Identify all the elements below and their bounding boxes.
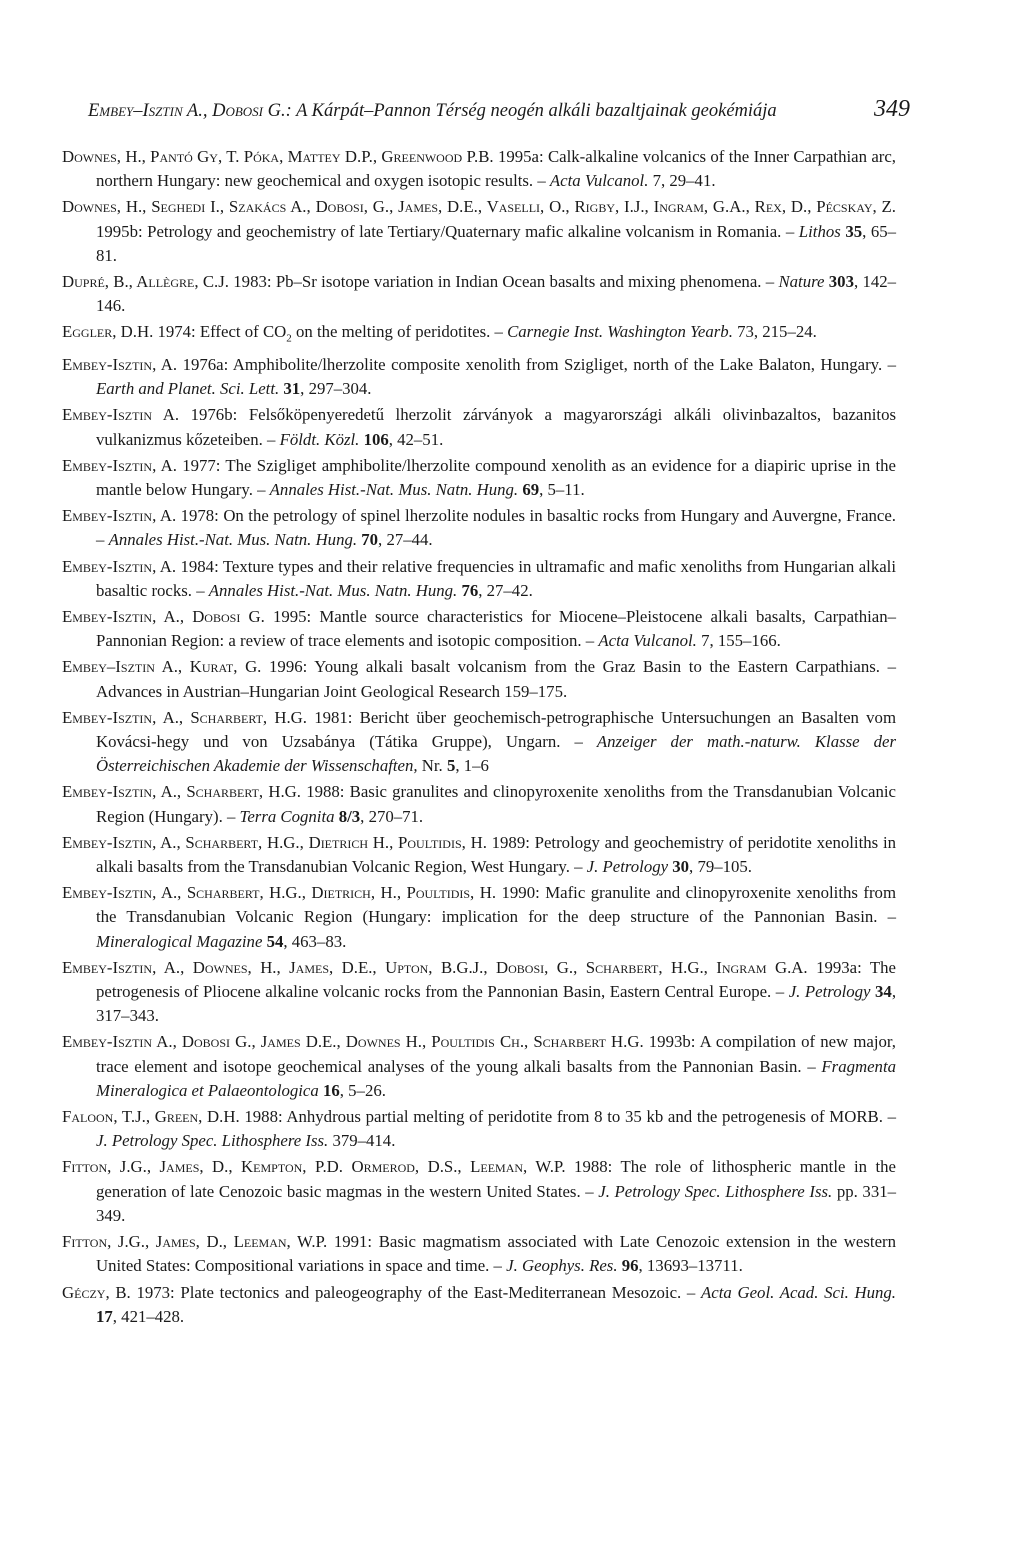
- reference-authors: Fitton, J.G., James, D., Leeman, W.P.: [62, 1232, 328, 1252]
- reference-journal: Acta Geol. Acad. Sci. Hung.: [701, 1282, 897, 1302]
- reference-pages: 379–414.: [332, 1131, 396, 1151]
- reference-pages: , 65–81.: [96, 221, 896, 265]
- reference-pages: , 421–428.: [112, 1306, 185, 1326]
- reference-subscript: 2: [286, 332, 292, 345]
- reference-pages: , 142–146.: [96, 272, 897, 316]
- reference-volume: 5: [446, 756, 456, 776]
- reference-entry: [62, 145, 896, 193]
- reference-authors: Embey-Isztin, A.: [62, 506, 177, 526]
- reference-text: 1978: On the petrology of spinel lherzolite nodules in basaltic rocks from Hungary and Auvergne, France. –: [96, 506, 897, 550]
- reference-authors: Embey-Isztin, A., Scharbert, H.G., Dietrich H., Poultidis, H.: [62, 832, 487, 852]
- reference-authors: Embey-Isztin, A., Scharbert, H.G., Dietrich, H., Poultidis, H.: [62, 883, 497, 903]
- reference-entry: [62, 706, 896, 779]
- reference-entry: [62, 195, 896, 268]
- reference-authors: Embey-Isztin A.: [62, 405, 180, 425]
- reference-pages: , 297–304.: [300, 379, 372, 399]
- running-title-text: A Kárpát–Pannon Térség neogén alkáli bazaltjainak geokémiája: [296, 101, 777, 121]
- reference-pages: , 1–6: [455, 756, 489, 776]
- reference-authors: Downes, H., Seghedi I., Szakács A., Dobosi, G., James, D.E., Vaselli, O., Rigby, I.J., Ingram, G.A., Rex, D., Pécskay, Z.: [62, 197, 896, 217]
- reference-text: 1993b: A compilation of new major, trace element and isotope geochemical analyses of the young alkali basalts from the Pannonian Basin. –: [96, 1032, 896, 1076]
- reference-authors: Eggler, D.H.: [62, 322, 154, 342]
- reference-authors: Embey-Isztin, A., Scharbert, H.G.: [62, 782, 301, 802]
- reference-authors: Embey-Isztin, A., Downes, H., James, D.E., Upton, B.G.J., Dobosi, G., Scharbert, H.G., Ingram G.A.: [62, 957, 808, 977]
- reference-text: 1976b: Felsőköpenyeredetű lherzolit zárványok a magyarországi alkáli olivinbazaltos, bazanitos vulkanizmus kőzeteiben. –: [96, 405, 896, 449]
- reference-pages: , 42–51.: [388, 429, 444, 449]
- reference-journal: J. Petrology: [586, 857, 669, 877]
- reference-pages: , 13693–13711.: [638, 1256, 743, 1276]
- reference-volume: 16: [322, 1080, 340, 1100]
- reference-text: 1974: Effect of CO: [153, 322, 287, 342]
- reference-volume: 30: [672, 857, 690, 877]
- reference-volume: 34: [875, 982, 892, 1002]
- reference-entry: [62, 270, 896, 318]
- reference-journal: Földt. Közl.: [279, 429, 360, 449]
- reference-authors: Fitton, J.G., James, D., Kempton, P.D. Ormerod, D.S., Leeman, W.P.: [62, 1157, 566, 1177]
- reference-journal: Acta Vulcanol.: [549, 171, 649, 191]
- reference-journal: Earth and Planet. Sci. Lett.: [96, 379, 280, 399]
- reference-journal: Mineralogical Magazine: [96, 931, 263, 951]
- reference-authors: Embey-Isztin, A.: [62, 354, 178, 374]
- reference-entry: [62, 956, 896, 1029]
- running-header: [88, 96, 910, 136]
- page-number: 349: [874, 96, 910, 122]
- reference-journal: J. Geophys. Res.: [506, 1256, 618, 1276]
- reference-text: 1984: Texture types and their relative frequencies in ultramafic and mafic xenoliths from Hungarian alkali basaltic rocks. –: [96, 556, 896, 600]
- reference-volume: 303: [828, 272, 854, 292]
- reference-text: 1988: Anhydrous partial melting of peridotite from 8 to 35 kb and the petrogenesis of MORB. –: [239, 1107, 896, 1127]
- reference-authors: Embey-Isztin, A.: [62, 556, 177, 576]
- reference-volume: 69: [522, 480, 540, 499]
- reference-volume: 35: [845, 221, 863, 241]
- reference-pages: , 79–105.: [689, 857, 752, 877]
- reference-entry: [62, 655, 896, 703]
- reference-text: 1981: Bericht über geochemisch-petrographische Untersuchungen an Basalten vom Kovácsi-hegy und von Uzsabánya (Tátika Gruppe), Ungarn. –: [96, 707, 896, 752]
- reference-volume: 8/3: [338, 806, 361, 826]
- reference-text: 1989: Petrology and geochemistry of peridotite xenoliths in alkali basalts from the Transdanubian Volcanic Region, West Hungary. –: [96, 832, 896, 877]
- reference-pages: , 270–71.: [360, 806, 424, 826]
- reference-entry: [62, 320, 896, 351]
- reference-pages: , 317–343.: [96, 982, 897, 1026]
- reference-journal: J. Petrology: [788, 982, 871, 1002]
- reference-entry: [62, 1155, 896, 1228]
- reference-journal: Lithos: [798, 221, 841, 241]
- reference-pages: 7, 155–166.: [701, 631, 781, 651]
- reference-authors: Downes, H., Pantó Gy, T. Póka, Mattey D.P., Greenwood P.B.: [62, 147, 494, 166]
- reference-volume: 54: [266, 931, 284, 951]
- reference-journal: J. Petrology Spec. Lithosphere Iss.: [96, 1131, 329, 1151]
- reference-entry: [62, 555, 896, 603]
- reference-authors: Géczy, B.: [62, 1282, 131, 1302]
- reference-journal: Annales Hist.-Nat. Mus. Natn. Hung.: [269, 480, 519, 499]
- reference-authors: Dupré, B., Allègre, C.J.: [62, 272, 229, 292]
- reference-text: 1995b: Petrology and geochemistry of late Tertiary/Quaternary mafic alkaline volcanism in Romania. –: [96, 221, 799, 241]
- reference-journal: J. Petrology Spec. Lithosphere Iss.: [598, 1181, 833, 1201]
- reference-journal: Fragmenta Mineralogica et Palaeontologica: [96, 1056, 896, 1100]
- reference-pages: pp. 331–349.: [96, 1181, 896, 1225]
- reference-entry: [62, 454, 896, 502]
- reference-entry: [62, 353, 896, 401]
- reference-pages: , 463–83.: [283, 931, 347, 951]
- reference-volume: 17: [96, 1306, 113, 1326]
- reference-pages: 73, 215–24.: [737, 322, 817, 342]
- reference-entry: [62, 1030, 896, 1103]
- reference-authors: Faloon, T.J., Green, D.H.: [62, 1107, 240, 1127]
- reference-journal: Annales Hist.-Nat. Mus. Natn. Hung.: [108, 530, 358, 550]
- reference-journal: Carnegie Inst. Washington Yearb.: [507, 322, 733, 342]
- reference-authors: Embey-Isztin, A., Scharbert, H.G.: [62, 707, 307, 727]
- reference-text: 1995: Mantle source characteristics for Miocene–Pleistocene alkali basalts, Carpathian–Pannonian Region: a review of trace elements and isotopic composition. –: [96, 607, 896, 651]
- reference-pages: , 27–42.: [478, 580, 533, 600]
- running-title: [88, 101, 777, 122]
- reference-entry: [62, 504, 896, 552]
- reference-journal: Nature: [778, 272, 825, 292]
- reference-journal: Anzeiger der math.-naturw. Klasse der Österreichischen Akademie der Wissenschaften,: [96, 732, 896, 776]
- reference-pages: , 27–44.: [378, 530, 433, 550]
- reference-journal: Acta Vulcanol.: [598, 631, 697, 651]
- reference-entry: [62, 881, 896, 954]
- reference-text: 1990: Mafic granulite and clinopyroxenite xenoliths from the Transdanubian Volcanic Region (Hungary: implication for the deep structure of the Pannonian Basin. –: [96, 883, 896, 927]
- reference-text: 1973: Plate tectonics and paleogeography of the East-Mediterranean Mesozoic. –: [130, 1282, 702, 1302]
- reference-entry: [62, 780, 896, 828]
- reference-entry: [62, 1105, 896, 1153]
- reference-text: 1983: Pb–Sr isotope variation in Indian Ocean basalts and mixing phenomena. –: [228, 272, 779, 292]
- reference-entry: [62, 605, 896, 653]
- reference-volume: 76: [461, 580, 479, 600]
- reference-list: [62, 145, 896, 1331]
- reference-text: 1977: The Szigliget amphibolite/lherzolite compound xenolith as an evidence for a diapiric uprise in the mantle below Hungary. –: [96, 455, 896, 499]
- reference-volume: 106: [363, 429, 389, 449]
- reference-authors: Embey-Isztin, A.: [62, 455, 177, 475]
- reference-pages: 7, 29–41.: [652, 171, 716, 191]
- reference-text: 1996: Young alkali basalt volcanism from the Graz Basin to the Eastern Carpathians. – Advances in Austrian–Hungarian Joint Geological Research 159–175.: [96, 657, 897, 701]
- reference-volume-prefix: Nr.: [417, 756, 447, 776]
- reference-entry: [62, 1281, 896, 1329]
- reference-journal: Terra Cognita: [239, 806, 335, 826]
- reference-text: 1976a: Amphibolite/lherzolite composite xenolith from Szigliget, north of the Lake Balaton, Hungary. –: [177, 354, 897, 374]
- reference-authors: Embey-Isztin, A., Dobosi G.: [62, 607, 265, 627]
- reference-volume: 70: [361, 530, 379, 550]
- reference-entry: [62, 831, 896, 879]
- reference-entry: [62, 1230, 896, 1278]
- running-title-authors: Embey–Isztin A., Dobosi G.:: [88, 101, 292, 121]
- reference-authors: Embey-Isztin A., Dobosi G., James D.E., Downes H., Poultidis Ch., Scharbert H.G.: [62, 1032, 644, 1052]
- reference-pages: , 5–11.: [539, 480, 585, 499]
- reference-text: 1991: Basic magmatism associated with Late Cenozoic extension in the western United States: Compositional variations in space and time. –: [96, 1232, 896, 1276]
- reference-volume: 96: [621, 1256, 639, 1276]
- reference-pages: , 5–26.: [339, 1080, 386, 1100]
- reference-volume: 31: [283, 379, 301, 399]
- reference-text: 1995a: Calk-alkaline volcanics of the Inner Carpathian arc, northern Hungary: new geochemical and oxygen isotopic results. –: [96, 147, 896, 191]
- reference-text: 1993a: The petrogenesis of Pliocene alkaline volcanic rocks from the Pannonian Basin, Eastern Central Europe. –: [96, 957, 896, 1002]
- reference-text: 1988: Basic granulites and clinopyroxenite xenoliths from the Transdanubian Volcanic Region (Hungary). –: [96, 782, 896, 826]
- reference-text: 1988: The role of lithospheric mantle in the generation of late Cenozoic basic magmas in the western United States. –: [96, 1157, 896, 1201]
- reference-text: on the melting of peridotites. –: [291, 322, 508, 342]
- reference-authors: Embey–Isztin A., Kurat, G.: [62, 657, 262, 677]
- reference-journal: Annales Hist.-Nat. Mus. Natn. Hung.: [208, 580, 458, 600]
- reference-entry: [62, 403, 896, 451]
